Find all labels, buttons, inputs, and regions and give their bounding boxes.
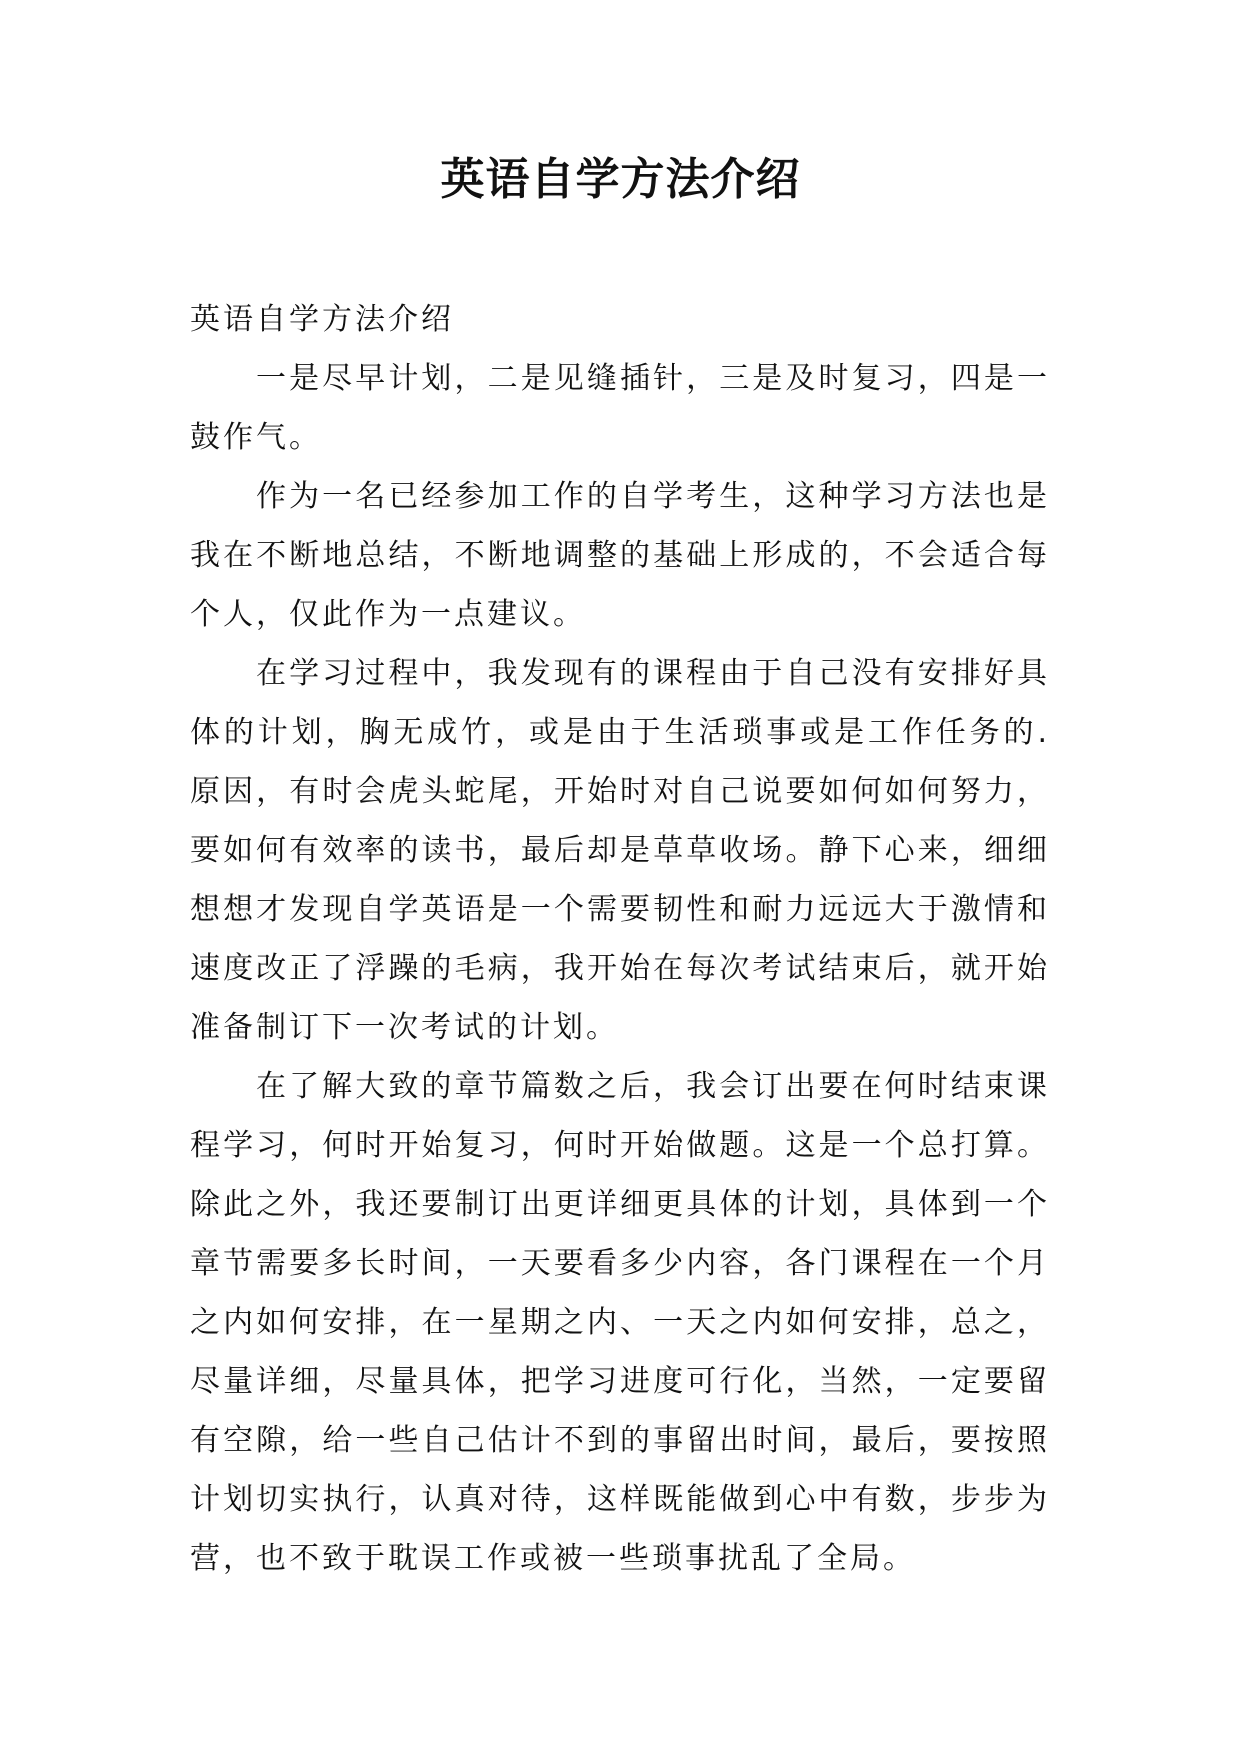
document-body (190, 290, 1050, 1588)
paragraph-3: 在学习过程中，我发现有的课程由于自己没有安排好具体的计划，胸无成竹，或是由于生活琐事或是工作任务的.原因，有时会虎头蛇尾，开始时对自己说要如何如何努力，要如何有效率的读书，最后却是草草收场。静下心来，细细想想才发现自学英语是一个需要韧性和耐力远远大于激情和速度改正了浮躁的毛病，我开始在每次考试结束后，就开始准备制订下一次考试的计划。 (190, 656, 1050, 1045)
paragraph-4: 在了解大致的章节篇数之后，我会订出要在何时结束课程学习，何时开始复习，何时开始做题。这是一个总打算。除此之外，我还要制订出更详细更具体的计划，具体到一个章节需要多长时间，一天要看多少内容，各门课程在一个月之内如何安排，在一星期之内、一天之内如何安排，总之，尽量详细，尽量具体，把学习进度可行化，当然，一定要留有空隙，给一些自己估计不到的事留出时间，最后，要按照计划切实执行，认真对待，这样既能做到心中有数，步步为营，也不致于耽误工作或被一些琐事扰乱了全局。 (190, 1069, 1050, 1576)
document-title: 英语自学方法介绍 (440, 154, 801, 205)
document-subtitle: 英语自学方法介绍 (190, 302, 454, 337)
paragraph-2: 作为一名已经参加工作的自学考生，这种学习方法也是我在不断地总结，不断地调整的基础上形成的，不会适合每个人，仅此作为一点建议。 (190, 479, 1050, 632)
paragraph-1: 一是尽早计划，二是见缝插针，三是及时复习，四是一鼓作气。 (190, 361, 1050, 455)
